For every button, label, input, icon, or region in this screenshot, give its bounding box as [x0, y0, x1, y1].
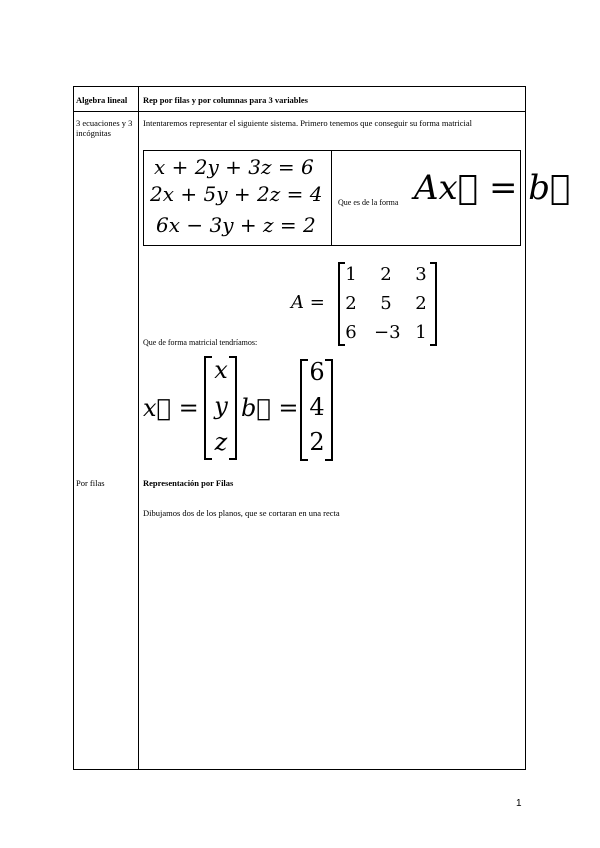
vector-x-entry: y — [214, 392, 228, 420]
matrix-a-cell: 2 — [345, 293, 357, 314]
header-left: Algebra lineal — [76, 95, 128, 105]
form-label: Que es de la forma — [338, 198, 399, 207]
rows-section-title: Representación por Filas — [143, 478, 234, 488]
vector-b-entry: 4 — [309, 393, 325, 421]
matrix-a-cell: 3 — [415, 264, 427, 285]
equation-1: x + 2y + 3z = 6 — [154, 155, 314, 179]
vector-b-entry: 6 — [309, 358, 325, 386]
system-box-divider — [331, 150, 332, 246]
rows-section-text: Dibujamos dos de los planos, que se cortaran en una recta — [143, 508, 340, 518]
vector-x-label: x⃗ = — [143, 394, 199, 422]
equation-3: 6x − 3y + z = 2 — [156, 213, 316, 237]
matrix-a-cell: 1 — [345, 264, 357, 285]
matrix-a-label: A = — [291, 292, 325, 313]
matrix-a-cell: 2 — [380, 264, 392, 285]
matrix-a-cell: −3 — [374, 322, 401, 343]
matrix-a-cell: 1 — [415, 322, 427, 343]
intro-text: Intentaremos representar el siguiente sistema. Primero tenemos que conseguir su forma matricial — [143, 118, 473, 128]
page-number: 1 — [516, 798, 522, 809]
matrix-a-cell: 2 — [415, 293, 427, 314]
matrix-a-cell: 6 — [345, 322, 357, 343]
matrix-a-right-bracket — [430, 262, 437, 346]
form-expression: Ax⃗ = b⃗ — [414, 168, 571, 208]
sidebar-section-rows: Por filas — [76, 478, 105, 488]
matrix-a-cell: 5 — [380, 293, 392, 314]
vector-x-entry: z — [214, 428, 228, 456]
vector-b-label: b⃗ = — [241, 394, 299, 422]
matricial-label: Que de forma matricial tendríamos: — [143, 338, 258, 347]
column-divider — [138, 86, 139, 770]
header-title: Rep por filas y por columnas para 3 variables — [143, 95, 308, 105]
vector-x-entry: x — [214, 356, 228, 384]
header-divider — [73, 111, 526, 112]
vector-b-entry: 2 — [309, 428, 325, 456]
sidebar-section-equations: 3 ecuaciones y 3 incógnitas — [76, 118, 133, 138]
equation-2: 2x + 5y + 2z = 4 — [150, 182, 323, 206]
